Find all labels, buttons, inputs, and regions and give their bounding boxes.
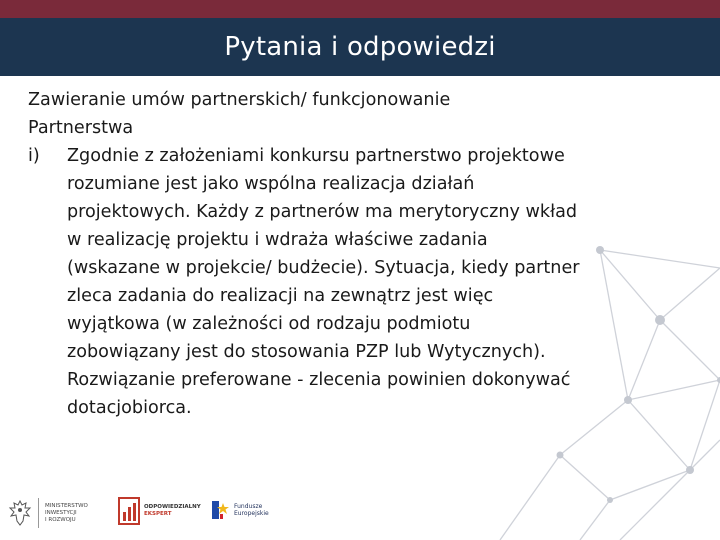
list-item bbox=[28, 142, 648, 422]
footer-logos bbox=[0, 488, 720, 540]
ministry-name-line: I ROZWOJU bbox=[45, 516, 76, 523]
section-heading-line-2: Partnerstwa bbox=[28, 118, 134, 138]
funds-name-line: Europejskie bbox=[234, 510, 269, 517]
ministry-name-line: INWESTYCJI bbox=[45, 509, 77, 516]
ekspert-logo bbox=[118, 496, 214, 526]
section-heading-line-1: Zawieranie umów partnerskich/ funkcjonowanie bbox=[28, 90, 451, 110]
ekspert-bars-icon bbox=[118, 496, 140, 526]
slide-body bbox=[28, 86, 648, 422]
eu-funds-logo bbox=[210, 498, 294, 522]
item-text-line: (wskazane w projekcie/ budżecie). Sytuacja, kiedy partner bbox=[67, 258, 580, 278]
title-bar bbox=[0, 18, 720, 76]
item-text-line: dotacjobiorca. bbox=[67, 398, 192, 418]
item-text-line: Zgodnie z założeniami konkursu partnerstwo projektowe bbox=[67, 146, 565, 166]
item-text-line: zobowiązany jest do stosowania PZP lub Wytycznych). bbox=[67, 342, 546, 362]
item-text-line: zleca zadania do realizacji na zewnątrz jest więc bbox=[67, 286, 494, 306]
item-text-line: projektowych. Każdy z partnerów ma merytoryczny wkład bbox=[67, 202, 578, 222]
item-text-line: rozumiane jest jako wspólna realizacja działań bbox=[67, 174, 475, 194]
funds-name-line: Fundusze bbox=[234, 503, 263, 510]
eagle-emblem-icon bbox=[8, 499, 32, 527]
list-marker: i) bbox=[28, 146, 40, 166]
ministry-name-line: MINISTERSTWO bbox=[45, 502, 88, 509]
item-text-line: Rozwiązanie preferowane - zlecenia powinien dokonywać bbox=[67, 370, 571, 390]
eu-star-icon bbox=[210, 498, 230, 522]
top-accent-stripe bbox=[0, 0, 720, 18]
item-text-line: w realizację projektu i wdraża właściwe zadania bbox=[67, 230, 488, 250]
ministry-logo bbox=[8, 498, 105, 528]
slide-title: Pytania i odpowiedzi bbox=[224, 32, 496, 62]
ekspert-name-line: EKSPERT bbox=[144, 511, 172, 517]
item-text-line: wyjątkowa (w zależności od rodzaju podmiotu bbox=[67, 314, 471, 334]
ekspert-name-line: ODPOWIEDZIALNY bbox=[144, 504, 201, 510]
